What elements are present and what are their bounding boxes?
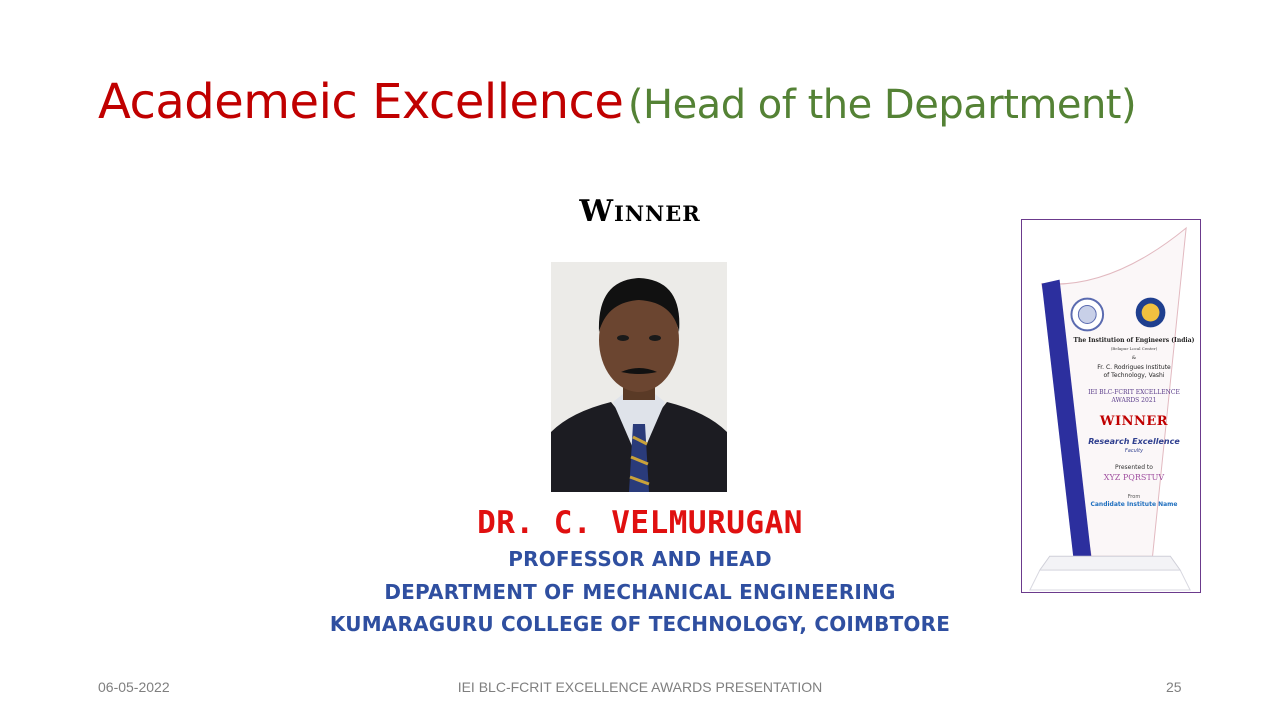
trophy-from-label: From bbox=[1127, 494, 1141, 500]
trophy-ampersand: & bbox=[1131, 355, 1137, 361]
winner-heading: Winner bbox=[579, 194, 701, 229]
trophy-recipient: XYZ PQRSTUV bbox=[1103, 473, 1165, 482]
slide-title-subtitle: (Head of the Department) bbox=[627, 82, 1137, 128]
trophy-winner: WINNER bbox=[1099, 414, 1169, 429]
trophy-image bbox=[1021, 219, 1201, 593]
winner-photo bbox=[551, 262, 727, 492]
trophy-org-center: (Belapur Local Center) bbox=[1110, 346, 1158, 351]
footer-title: IEI BLC-FCRIT EXCELLENCE AWARDS PRESENTATION bbox=[457, 679, 823, 695]
trophy-award-line2: AWARDS 2021 bbox=[1111, 397, 1157, 404]
slide-title-main: Academeic Excellence bbox=[98, 74, 624, 130]
winner-designation: PROFESSOR AND HEAD bbox=[508, 547, 772, 571]
trophy-org-name: The Institution of Engineers (India) bbox=[1073, 337, 1195, 344]
trophy-from-value: Candidate Institute Name bbox=[1090, 501, 1178, 508]
trophy-subcategory: Faculty bbox=[1124, 448, 1144, 454]
slide-title bbox=[98, 74, 1137, 130]
winner-department: DEPARTMENT OF MECHANICAL ENGINEERING bbox=[384, 580, 896, 604]
footer-page-number: 25 bbox=[1166, 679, 1182, 695]
winner-name: DR. C. VELMURUGAN bbox=[477, 505, 803, 541]
trophy-institute-line1: Fr. C. Rodrigues Institute bbox=[1097, 364, 1171, 371]
trophy-award-line1: IEI BLC-FCRIT EXCELLENCE bbox=[1088, 389, 1180, 396]
trophy-category: Research Excellence bbox=[1088, 437, 1180, 446]
winner-college: KUMARAGURU COLLEGE OF TECHNOLOGY, COIMBTORE bbox=[329, 612, 951, 636]
footer-date: 06-05-2022 bbox=[98, 679, 170, 695]
trophy-institute-line2: of Technology, Vashi bbox=[1103, 372, 1165, 379]
trophy-presented-to: Presented to bbox=[1115, 464, 1153, 471]
